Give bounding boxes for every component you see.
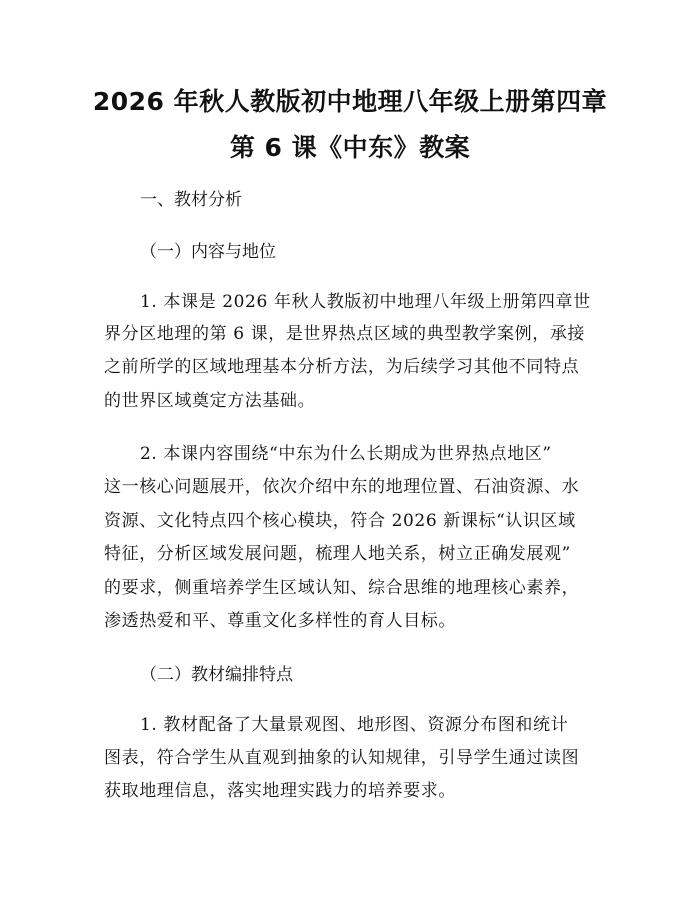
paragraph-2-line-1: 2. 本课内容围绕“中东为什么长期成为世界热点地区” [140, 444, 552, 464]
paragraph-3-line-3: 获取地理信息，落实地理实践力的培养要求。 [104, 781, 456, 801]
paragraph-2-line-6: 渗透热爱和平、尊重文化多样性的育人目标。 [104, 611, 456, 631]
paragraph-1-line-3: 之前所学的区域地理基本分析方法，为后续学习其他不同特点 [104, 357, 580, 377]
paragraph-1-line-2: 界分区地理的第 6 课，是世界热点区域的典型教学案例，承接 [104, 324, 586, 344]
paragraph-1-line-1: 1. 本课是 2026 年秋人教版初中地理八年级上册第四章世 [140, 292, 591, 312]
paragraph-1-line-4: 的世界区域奠定方法基础。 [104, 391, 316, 411]
paragraph-2-line-5: 的要求，侧重培养学生区域认知、综合思维的地理核心素养， [104, 578, 580, 598]
document-title-line-2: 第 6 课《中东》教案 [229, 133, 471, 162]
document-title-line-1: 2026 年秋人教版初中地理八年级上册第四章 [92, 87, 608, 116]
section-heading-textbook-analysis: 一、教材分析 [140, 190, 242, 210]
paragraph-2-line-3: 资源、文化特点四个核心模块，符合 2026 新课标“认识区域 [104, 511, 576, 531]
paragraph-2-line-2: 这一核心问题展开，依次介绍中东的地理位置、石油资源、水 [104, 477, 580, 497]
paragraph-3-line-1: 1. 教材配备了大量景观图、地形图、资源分布图和统计 [140, 715, 569, 735]
paragraph-2-line-4: 特征，分析区域发展问题，梳理人地关系，树立正确发展观” [104, 544, 571, 564]
subsection-heading-content-position: （一）内容与地位 [140, 242, 276, 262]
subsection-heading-textbook-layout: （二）教材编排特点 [140, 665, 293, 685]
paragraph-3-line-2: 图表，符合学生从直观到抽象的认知规律，引导学生通过读图 [104, 748, 580, 768]
